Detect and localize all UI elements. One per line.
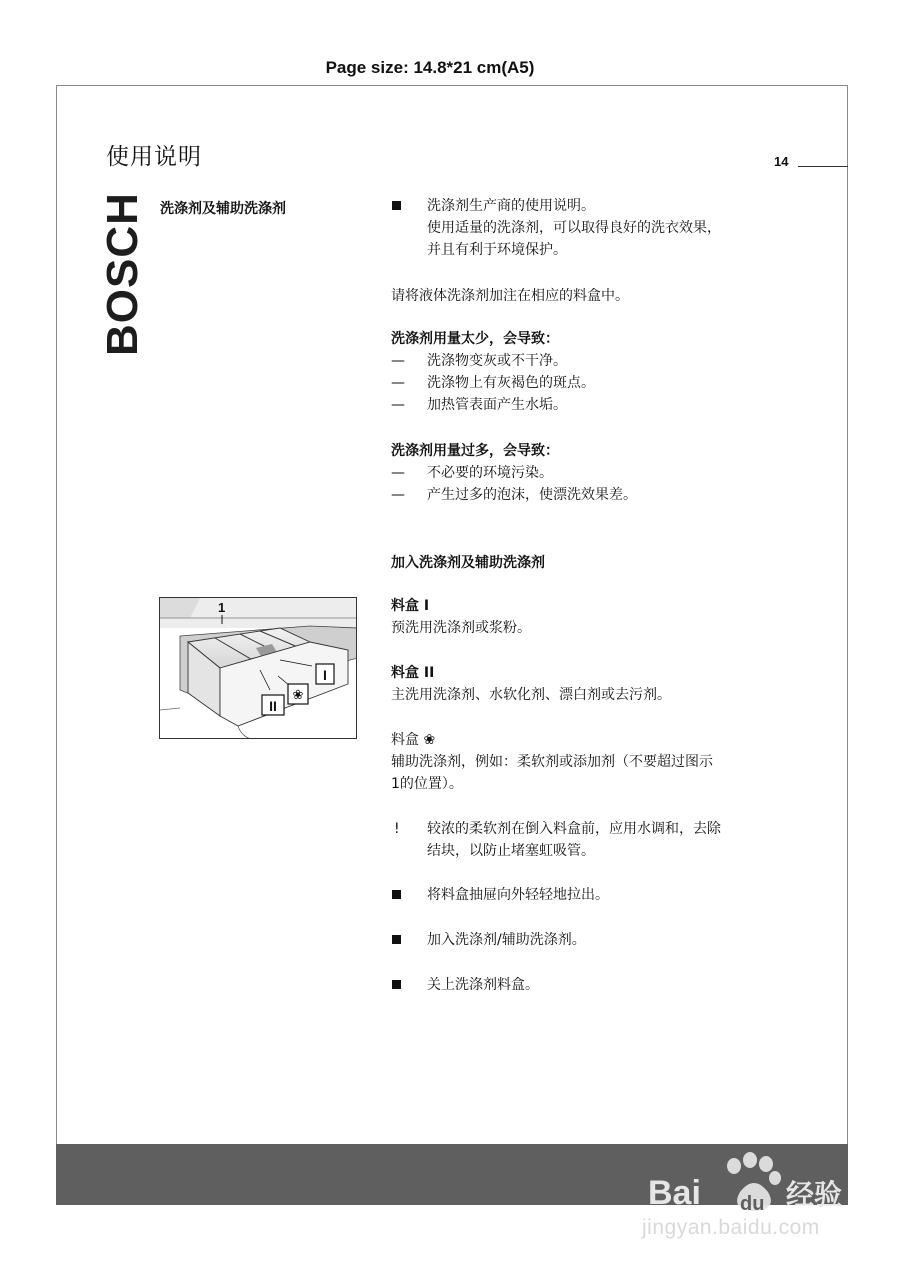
- box-three-desc: 1的位置）。: [391, 776, 463, 792]
- detergent-drawer-illustration: [160, 598, 357, 739]
- adding-heading: 加入洗涤剂及辅助洗涤剂: [391, 555, 545, 571]
- box-three-label: 料盒 ❀: [391, 732, 436, 748]
- step-item: [391, 974, 791, 996]
- dash-mark: —: [391, 487, 405, 503]
- figure-box-two-label: II: [269, 698, 277, 714]
- bullet-square-icon: [392, 890, 401, 899]
- page-number: 14: [774, 154, 789, 169]
- dash-mark: —: [391, 465, 405, 481]
- page-number-rule: [798, 166, 848, 167]
- list-item: 加热管表面产生水垢。: [427, 397, 567, 413]
- watermark-url: jingyan.baidu.com: [642, 1216, 820, 1239]
- list-item: 洗涤物上有灰褐色的斑点。: [427, 375, 595, 391]
- caution-block: [391, 818, 791, 862]
- box-two-desc: 主洗用洗涤剂、水软化剂、漂白剂或去污剂。: [391, 687, 671, 703]
- list-item: 产生过多的泡沫，使漂洗效果差。: [427, 487, 637, 503]
- caution-mark: !: [394, 821, 400, 837]
- page-size-label: Page size: 14.8*21 cm(A5): [325, 58, 535, 77]
- step-item: [391, 884, 791, 906]
- brand-logo: BOSCH: [98, 192, 147, 356]
- figure-marker-label: 1: [218, 600, 226, 615]
- watermark-logo-text-2: du: [740, 1193, 765, 1215]
- step-text: 将料盒抽屉向外轻轻地拉出。: [427, 887, 609, 903]
- intro-line: 并且有利于环境保护。: [427, 242, 567, 258]
- box-three-desc: 辅助洗涤剂，例如：柔软剂或添加剂（不要超过图示: [391, 754, 713, 770]
- watermark-logo-text: Bai: [648, 1174, 701, 1212]
- box-two-block: [391, 662, 791, 706]
- intro-line: 使用适量的洗涤剂，可以取得良好的洗衣效果，: [427, 220, 721, 236]
- dash-mark: —: [391, 353, 405, 369]
- step-text: 加入洗涤剂/辅助洗涤剂。: [427, 932, 586, 948]
- liquid-note: 请将液体洗涤剂加注在相应的料盒中。: [391, 288, 629, 304]
- intro-line: 洗涤剂生产商的使用说明。: [427, 198, 595, 214]
- step-item: [391, 929, 791, 951]
- step-text: 关上洗涤剂料盒。: [427, 977, 539, 993]
- box-one-block: [391, 595, 791, 639]
- dash-mark: —: [391, 375, 405, 391]
- figure-flower-icon: ❀: [292, 688, 304, 703]
- bullet-square-icon: [392, 935, 401, 944]
- baidu-jingyan-watermark: [644, 1152, 864, 1262]
- too-much-heading: 洗涤剂用量过多，会导致：: [391, 443, 559, 459]
- box-three-block: [391, 729, 791, 795]
- side-heading: 洗涤剂及辅助洗涤剂: [160, 201, 286, 217]
- bullet-square-icon: [392, 980, 401, 989]
- caution-line: 结块，以防止堵塞虹吸管。: [427, 843, 595, 859]
- box-one-label: 料盒 I: [391, 598, 430, 614]
- too-little-block: [391, 328, 791, 416]
- watermark-logo-cn: 经验: [786, 1178, 843, 1211]
- too-much-block: [391, 440, 791, 506]
- list-item: 洗涤物变灰或不干净。: [427, 353, 567, 369]
- intro-block: [391, 195, 791, 261]
- too-little-heading: 洗涤剂用量太少，会导致：: [391, 331, 559, 347]
- box-two-label: 料盒 II: [391, 665, 435, 681]
- figure-box-one-label: I: [323, 667, 327, 683]
- dash-mark: —: [391, 397, 405, 413]
- section-title: 使用说明: [106, 144, 202, 170]
- detergent-drawer-figure: [159, 597, 357, 739]
- caution-line: 较浓的柔软剂在倒入料盒前，应用水调和，去除: [427, 821, 721, 837]
- box-one-desc: 预洗用洗涤剂或浆粉。: [391, 620, 531, 636]
- bullet-square-icon: [392, 201, 401, 210]
- list-item: 不必要的环境污染。: [427, 465, 553, 481]
